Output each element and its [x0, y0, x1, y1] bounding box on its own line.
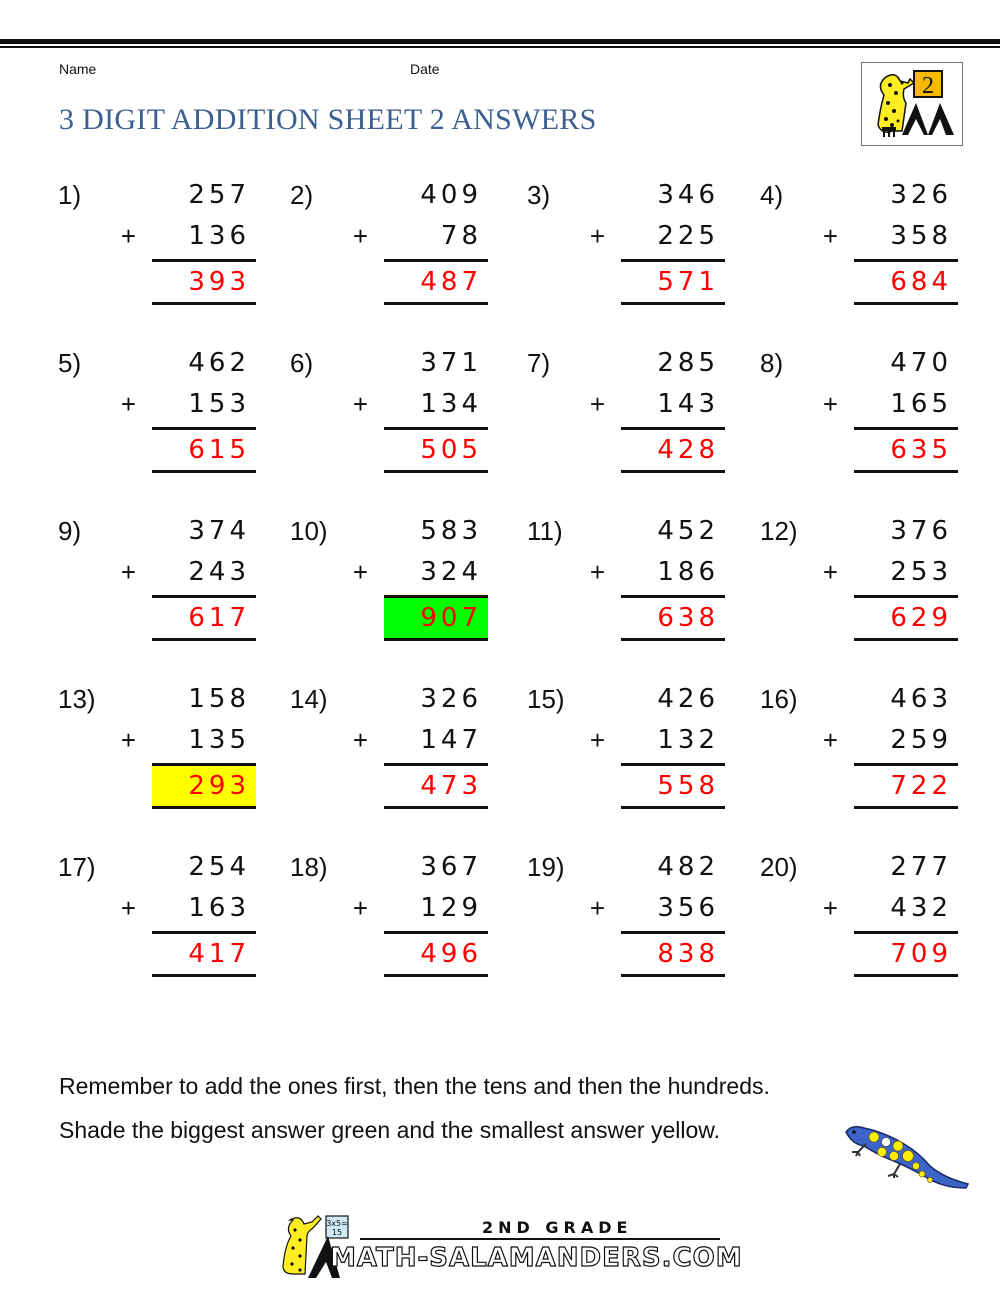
date-label: Date — [410, 61, 440, 77]
problem-3 — [527, 180, 725, 320]
problem-number: 6) — [290, 348, 314, 378]
answer-underline — [152, 302, 256, 305]
problem-2 — [290, 180, 488, 320]
answer-field[interactable]: 417 — [188, 939, 250, 969]
problem-11 — [527, 516, 725, 656]
plus-sign: + — [589, 557, 605, 587]
answer-field[interactable]: 473 — [420, 771, 482, 801]
addend-2: 143 — [657, 389, 719, 419]
problem-number: 3) — [527, 180, 551, 210]
problem-17 — [58, 852, 256, 992]
plus-sign: + — [822, 725, 838, 755]
addend-2: 153 — [188, 389, 250, 419]
addend-2: 165 — [890, 389, 952, 419]
addend-1: 374 — [188, 516, 250, 546]
addend-1: 426 — [657, 684, 719, 714]
plus-sign: + — [120, 893, 136, 923]
problem-16 — [760, 684, 958, 824]
addend-2: 136 — [188, 221, 250, 251]
addend-2: 259 — [890, 725, 952, 755]
answer-underline — [384, 638, 488, 641]
answer-field[interactable]: 615 — [188, 435, 250, 465]
addend-2: 78 — [440, 221, 482, 251]
problem-10 — [290, 516, 488, 656]
addend-1: 158 — [188, 684, 250, 714]
plus-sign: + — [352, 221, 368, 251]
plus-sign: + — [822, 221, 838, 251]
svg-text:15: 15 — [331, 1228, 343, 1237]
answer-field[interactable]: 293 — [152, 766, 256, 806]
problem-number: 18) — [290, 852, 328, 882]
addend-2: 432 — [890, 893, 952, 923]
problem-number: 2) — [290, 180, 314, 210]
addend-1: 326 — [890, 180, 952, 210]
answer-field[interactable]: 638 — [657, 603, 719, 633]
answer-underline — [384, 974, 488, 977]
problem-number: 1) — [58, 180, 82, 210]
instruction-line-2: Shade the biggest answer green and the smallest answer yellow. — [59, 1117, 721, 1143]
answer-field[interactable]: 684 — [890, 267, 952, 297]
problem-9 — [58, 516, 256, 656]
plus-sign: + — [589, 725, 605, 755]
problem-18 — [290, 852, 488, 992]
addend-2: 356 — [657, 893, 719, 923]
problem-number: 9) — [58, 516, 82, 546]
plus-sign: + — [352, 389, 368, 419]
plus-sign: + — [822, 557, 838, 587]
addend-1: 470 — [890, 348, 952, 378]
addend-1: 346 — [657, 180, 719, 210]
addend-2: 134 — [420, 389, 482, 419]
problem-number: 4) — [760, 180, 784, 210]
answer-field[interactable]: 558 — [657, 771, 719, 801]
answer-underline — [152, 470, 256, 473]
plus-sign: + — [120, 221, 136, 251]
problem-number: 8) — [760, 348, 784, 378]
footer-grade-label: 2ND GRADE — [482, 1218, 633, 1237]
problem-4 — [760, 180, 958, 320]
addend-1: 257 — [188, 180, 250, 210]
answer-underline — [621, 470, 725, 473]
problem-7 — [527, 348, 725, 488]
addend-1: 462 — [188, 348, 250, 378]
problem-5 — [58, 348, 256, 488]
plus-sign: + — [589, 893, 605, 923]
answer-underline — [621, 302, 725, 305]
addend-2: 243 — [188, 557, 250, 587]
addend-2: 129 — [420, 893, 482, 923]
answer-field[interactable]: 487 — [420, 267, 482, 297]
answer-underline — [152, 806, 256, 809]
answer-underline — [621, 806, 725, 809]
addend-1: 285 — [657, 348, 719, 378]
addend-1: 371 — [420, 348, 482, 378]
footer-site-link[interactable]: MATH-SALAMANDERS.COM — [330, 1243, 743, 1273]
addend-1: 326 — [420, 684, 482, 714]
problem-number: 20) — [760, 852, 798, 882]
problem-number: 15) — [527, 684, 565, 714]
instruction-line-1: Remember to add the ones first, then the tens and then the hundreds. — [59, 1073, 770, 1099]
answer-underline — [621, 974, 725, 977]
plus-sign: + — [352, 557, 368, 587]
answer-field[interactable]: 393 — [188, 267, 250, 297]
addend-1: 463 — [890, 684, 952, 714]
problem-number: 14) — [290, 684, 328, 714]
answer-field[interactable]: 838 — [657, 939, 719, 969]
problem-20 — [760, 852, 958, 992]
problem-14 — [290, 684, 488, 824]
problem-number: 19) — [527, 852, 565, 882]
answer-underline — [384, 806, 488, 809]
problem-number: 17) — [58, 852, 96, 882]
plus-sign: + — [352, 893, 368, 923]
answer-field[interactable]: 722 — [890, 771, 952, 801]
answer-field[interactable]: 709 — [890, 939, 952, 969]
problem-6 — [290, 348, 488, 488]
plus-sign: + — [120, 389, 136, 419]
name-label: Name — [59, 61, 97, 77]
answer-field[interactable]: 617 — [188, 603, 250, 633]
addend-2: 132 — [657, 725, 719, 755]
problem-13 — [58, 684, 256, 824]
answer-underline — [152, 638, 256, 641]
addend-2: 186 — [657, 557, 719, 587]
addend-1: 583 — [420, 516, 482, 546]
addend-2: 225 — [657, 221, 719, 251]
footer-rule — [360, 1238, 720, 1240]
svg-text:3x5=: 3x5= — [326, 1219, 348, 1228]
answer-field[interactable]: 496 — [420, 939, 482, 969]
addend-1: 409 — [420, 180, 482, 210]
problem-number: 5) — [58, 348, 82, 378]
svg-text:2: 2 — [922, 73, 934, 99]
plus-sign: + — [352, 725, 368, 755]
problem-1 — [58, 180, 256, 320]
addend-1: 482 — [657, 852, 719, 882]
answer-underline — [854, 470, 958, 473]
plus-sign: + — [822, 389, 838, 419]
plus-sign: + — [120, 725, 136, 755]
addend-1: 452 — [657, 516, 719, 546]
plus-sign: + — [589, 221, 605, 251]
answer-underline — [621, 638, 725, 641]
addend-2: 163 — [188, 893, 250, 923]
plus-sign: + — [120, 557, 136, 587]
answer-field[interactable]: 635 — [890, 435, 952, 465]
answer-underline — [854, 302, 958, 305]
answer-field[interactable]: 907 — [384, 598, 488, 638]
addend-2: 147 — [420, 725, 482, 755]
addend-1: 254 — [188, 852, 250, 882]
problem-15 — [527, 684, 725, 824]
page-title: 3 DIGIT ADDITION SHEET 2 ANSWERS — [59, 103, 597, 136]
addend-1: 367 — [420, 852, 482, 882]
plus-sign: + — [822, 893, 838, 923]
answer-underline — [854, 638, 958, 641]
answer-underline — [384, 302, 488, 305]
plus-sign: + — [589, 389, 605, 419]
problem-number: 7) — [527, 348, 551, 378]
problem-number: 16) — [760, 684, 798, 714]
answer-underline — [854, 974, 958, 977]
problem-number: 10) — [290, 516, 328, 546]
addend-2: 135 — [188, 725, 250, 755]
problem-8 — [760, 348, 958, 488]
addend-2: 324 — [420, 557, 482, 587]
answer-underline — [854, 806, 958, 809]
problem-number: 12) — [760, 516, 798, 546]
blue-salamander-icon — [840, 1120, 970, 1200]
answer-field[interactable]: 629 — [890, 603, 952, 633]
problem-12 — [760, 516, 958, 656]
addend-1: 277 — [890, 852, 952, 882]
answer-field[interactable]: 428 — [657, 435, 719, 465]
answer-field[interactable]: 571 — [657, 267, 719, 297]
answer-underline — [152, 974, 256, 977]
answer-field[interactable]: 505 — [420, 435, 482, 465]
problem-number: 11) — [527, 516, 563, 546]
problem-19 — [527, 852, 725, 992]
addend-2: 358 — [890, 221, 952, 251]
problem-number: 13) — [58, 684, 96, 714]
addend-2: 253 — [890, 557, 952, 587]
answer-underline — [384, 470, 488, 473]
addend-1: 376 — [890, 516, 952, 546]
